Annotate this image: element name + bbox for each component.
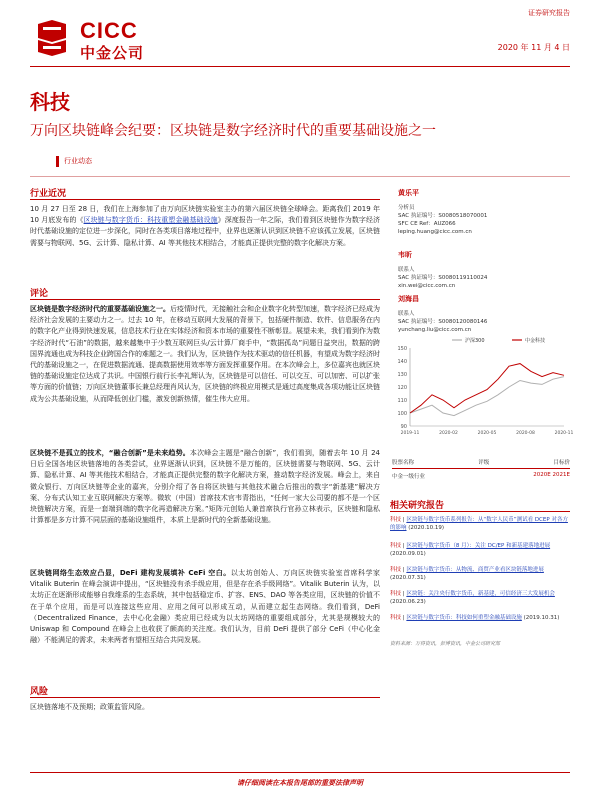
analyst-role: 联系人 bbox=[398, 267, 415, 273]
title-divider bbox=[30, 176, 570, 177]
y-tick-label: 100 bbox=[397, 411, 407, 417]
analyst-sac: SAC 执证编号：S0080119110024 bbox=[398, 275, 488, 281]
logo-text-cn: 中金公司 bbox=[80, 44, 145, 62]
x-tick-label: 2020-05 bbox=[477, 431, 497, 436]
page-title: 万向区块链峰会纪要：区块链是数字经济时代的重要基础设施之一 bbox=[30, 123, 436, 139]
analyst-sac: SAC 执证编号：S0080120080146 bbox=[398, 319, 488, 325]
section-rule bbox=[30, 199, 380, 200]
section-title-comment: 评论 bbox=[30, 289, 49, 299]
analyst-block bbox=[398, 188, 570, 338]
overview-paragraph: 10 月 27 日至 28 日，我们在上海参加了由万向区块链实验室主办的第六届区块链全球峰会。距离我们 2019 年 10 月底发布的《区块链与数字货币：科技重塑金融基础设施》深度报告一年之际，我们看到区块链作为数字经济时代基础设施的定位进一步深化，同时在各类项目落地过程中，业界也逐渐认识到区块链不应该孤立发展，区块链需要与物联网、5G、云计算、隐私计算、AI 等其他技术相结合，才能真正提供完整的数字化解决方案。 bbox=[30, 205, 381, 247]
section-title-risk: 风险 bbox=[30, 687, 49, 697]
perf-header-name: 股票名称 bbox=[392, 460, 415, 466]
perf-table bbox=[392, 458, 570, 480]
footer-disclaimer: 请仔细阅读在本报告尾部的重要法律声明 bbox=[237, 779, 363, 787]
report-type: 证券研究报告 bbox=[528, 9, 570, 17]
perf-cell-name: 中金一级行业 bbox=[392, 474, 426, 480]
analyst-card bbox=[398, 250, 570, 294]
report-tag: 行业动态 bbox=[64, 157, 92, 165]
legend-label: 沪深300 bbox=[465, 338, 485, 344]
x-tick-label: 2020-08 bbox=[516, 431, 535, 436]
series-line bbox=[410, 377, 564, 416]
analyst-name: 韦昕 bbox=[398, 251, 412, 259]
perf-table-header bbox=[392, 458, 570, 469]
perf-header-target: 目标价 bbox=[553, 460, 570, 466]
analyst-name: 刘海昌 bbox=[398, 295, 419, 303]
analyst-role: 分析员 bbox=[398, 205, 415, 211]
related-item[interactable]: 科技 | 区块链与数字货币：科技如何重塑金融基础设施 (2019.10.31) bbox=[390, 615, 560, 621]
legend-label: 中金科技 bbox=[525, 338, 546, 344]
tag-marker bbox=[56, 156, 59, 167]
x-tick-label: 2020-11 bbox=[554, 431, 574, 436]
analyst-role: 联系人 bbox=[398, 311, 415, 317]
industry-title: 科技 bbox=[30, 90, 70, 114]
comment-paragraph-2: 区块链不是孤立的技术，“融合创新”是未来趋势。本次峰会主题是“融合创新”，我们看到，随着去年 10 月 24 日后全国各地区块链落地的各类尝试，业界逐渐认识到，区块链不是万能的，区块链需要与物联网、5G、云计算、隐私计算、AI 等其他技术相结合，才能真正提供完整的数字化解决方案，推动数字经济发展。峰会上，来自微众银行、万向区块链等企业的嘉宾，分别介绍了各自将区块链与其他技术融合后推出的数字“新基建”解决方案、分布式认知工业互联网解决方案等。微软（中国）首席技术官韦青指出，“任何一家大公司要的都不是一个区块链解决方案，而是一套端到端的数字化再造解决方案。”矩阵元创始人兼首席执行官孙立林表示，区块链和隐私计算都是多方计算不同层面的基础设施组件，本质上是新时代的全新基础设施。 bbox=[30, 449, 380, 525]
related-item[interactable]: 科技 | 区块链与数字货币（8 月）：关注 DC/EP 和新基建落地进展 (2020.09.01) bbox=[390, 543, 551, 557]
y-tick-label: 140 bbox=[397, 359, 407, 365]
perf-table-row bbox=[392, 469, 570, 480]
analyst-card bbox=[398, 188, 570, 250]
report-date: 2020 年 11 月 4 日 bbox=[497, 43, 570, 52]
section-title-overview: 行业近况 bbox=[30, 189, 67, 199]
logo bbox=[30, 18, 180, 62]
deep-report-link[interactable]: 区块链与数字货币：科技重塑金融基础设施 bbox=[83, 216, 218, 225]
y-tick-label: 120 bbox=[397, 385, 407, 391]
section-rule bbox=[30, 299, 380, 300]
analyst-email[interactable]: yunchang.liu@cicc.com.cn bbox=[398, 327, 472, 333]
section-rule bbox=[390, 511, 570, 512]
related-title: 相关研究报告 bbox=[390, 501, 445, 511]
y-tick-label: 110 bbox=[397, 398, 407, 404]
analyst-name: 黄乐平 bbox=[398, 189, 419, 197]
analyst-email[interactable]: xin.wei@cicc.com.cn bbox=[398, 283, 456, 289]
logo-text-en: CICC bbox=[80, 18, 138, 43]
footer-rule bbox=[30, 772, 570, 773]
y-tick-label: 130 bbox=[397, 372, 407, 378]
x-tick-label: 2020-02 bbox=[439, 431, 458, 436]
analyst-email[interactable]: leping.huang@cicc.com.cn bbox=[398, 229, 472, 235]
section-rule bbox=[30, 697, 380, 698]
comment-paragraph-1: 区块链是数字经济时代的重要基础设施之一。后疫情时代，无接触社会和企业数字化转型加速，数字经济已经成为经济社会发展的主要动力之一。过去 10 年，在移动互联网大发展的背景下，包括硬件制造、软件、信息服务在内的数字化产业得到快速发展，信息技术行业在实体经济和资本市场的重要性不断彰显。展望未来，我们看到作为数字经济时代“石油”的数据，越来越集中于少数互联网巨头/云计算厂商手中，“数据孤岛”问题日益突出，数据的跨国界流通也成为科技企业跨国合作的难题之一。我们认为，区块链作为技术驱动的信任机器，有望成为数字经济时代的基础设施之一，在促进数据流通、提高数据使用效率等方面发挥重要作用。在本次峰会上，多位嘉宾也就区块链的基础设施定位达成了共识。中国银行前行长李礼辉认为，区块链是可以信任、可以交互、可以加密、可以扩张等方面的价值链；万向区块链董事长兼总经理肖风认为，区块链的终极应用模式是通过高度集成各项功能让区块链成为公共基础设施，从而降低创业门槛，激发创新热情，催生伟大应用。 bbox=[30, 305, 380, 403]
perf-cell-years: 2020E 2021E bbox=[533, 472, 570, 478]
related-item[interactable]: 科技 | 区块链：关注央行数字货币，新基建，可信经济三大发展机会 (2020.06.23) bbox=[390, 591, 555, 605]
x-tick-label: 2019-11 bbox=[400, 431, 420, 436]
perf-header-rating: 评级 bbox=[478, 460, 490, 466]
y-tick-label: 90 bbox=[400, 424, 407, 430]
y-tick-label: 150 bbox=[397, 346, 407, 352]
related-item[interactable]: 科技 | 区块链与数字货币：从物流、商贸产业看区块链落地进展 (2020.07.31) bbox=[390, 567, 544, 581]
header-divider bbox=[30, 66, 570, 67]
sources-note: 资料来源：万得资讯，彭博资讯，中金公司研究部 bbox=[390, 641, 501, 647]
analyst-sfc: SFC CE Ref：AUZ066 bbox=[398, 221, 456, 227]
analyst-card bbox=[398, 294, 570, 338]
analyst-sac: SAC 执证编号：S0080518070001 bbox=[398, 213, 488, 219]
related-item[interactable]: 科技 | 区块链与数字货币系列报告：从“数字人民币”测试看 DCEP 对各方的影响 (2020.10.19) bbox=[390, 517, 568, 531]
performance-chart bbox=[392, 334, 574, 442]
risk-text: 区块链落地不及预期；政策监管风险。 bbox=[30, 703, 149, 711]
cicc-logo-icon bbox=[30, 18, 74, 58]
comment-paragraph-3: 区块链网络生态效应凸显，DeFi 建构发展填补 CeFi 空白。以太坊创始人、万向区块链实验室首席科学家 Vitalik Buterin 在峰会演讲中提出，“区块链没有杀手级应用，但是存在杀手级网络”。Vitalik Buterin 认为，以太坊正在逐渐形成能够自我维系的生态系统，其中包括稳定币、扩容、ENS、DAO 等各类应用，区块链的价值不在于单个应用，而是可以连接这些应用、应用之间可以形成互动，从而建立起生态网络。我们看到，DeFi（Decentralized Finance，去中心化金融）类应用已经成为以太坊网络的重要组成部分，尤其是规模较大的 Uniswap 和 Compound 在峰会上也收获了颇高的关注度。我们认为，目前 DeFi 提供了部分 CeFi（中心化金融）不能满足的需求，未来两者有望相互结合共同发展。 bbox=[30, 569, 381, 645]
